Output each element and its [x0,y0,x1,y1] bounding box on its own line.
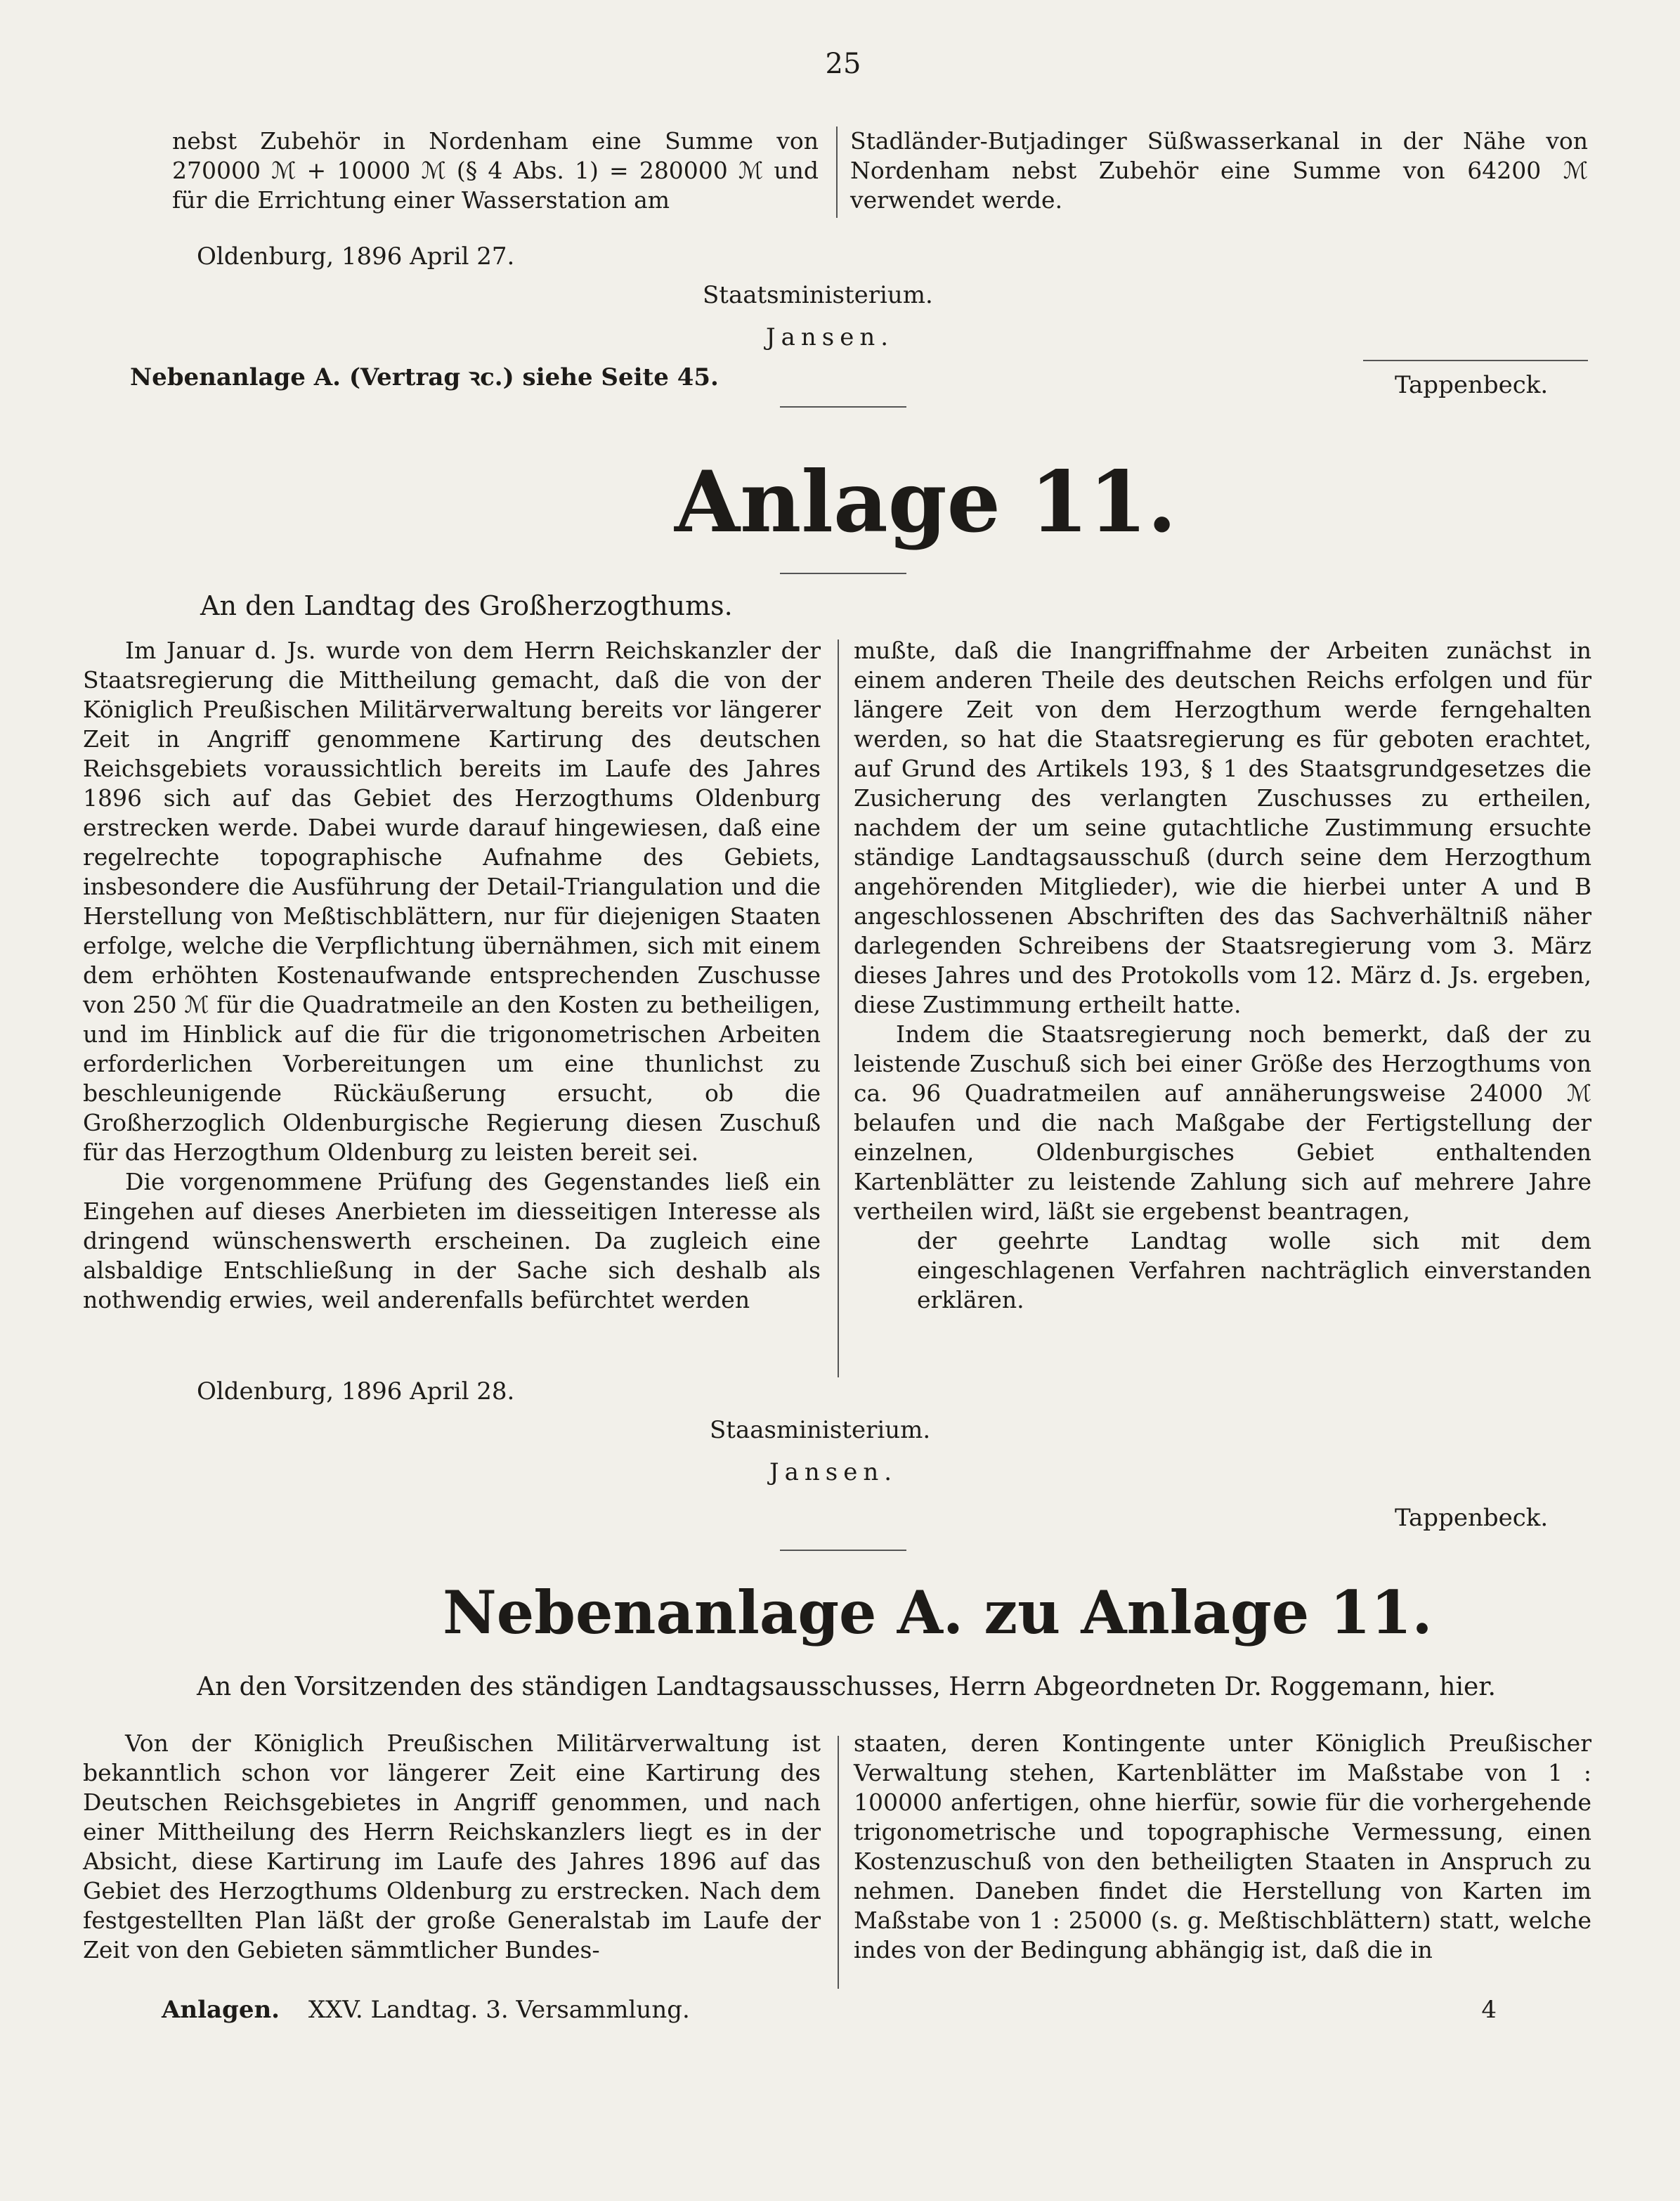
top-left-text: nebst Zubehör in Nordenham eine Summe von 270000 ℳ + 10000 ℳ (§ 4 Abs. 1) = 280000 ℳ und für die Errichtung einer Wasserstation am [172,127,819,214]
anlage-right-paragraph-3: der geehrte Landtag wolle sich mit dem eingeschlagenen Verfahren nachträglich einverstanden erklären. [917,1227,1591,1313]
top-column-divider [836,126,838,218]
nebenanlage-right-text: staaten, deren Kontingente unter Königlich Preußischer Verwaltung stehen, Kartenblätter im Maßstabe von 1 : 100000 anfertigen, ohne hierfür, sowie für die vorhergehende trigonometrische und topographische Vermessung, einen Kostenzuschuß von den betheiligten Staaten in Anspruch zu nehmen. Daneben findet die Herstellung von Karten im Maßstabe von 1 : 25000 (s. g. Meßtischblättern) statt, welche indes von der Bedingung abhängig ist, daß die in [854,1729,1591,1963]
footer-label: Anlagen. [162,1996,280,2024]
second-signer-tappenbeck: Tappenbeck. [1395,1504,1549,1532]
first-date: Oldenburg, 1896 April 27. [197,242,515,271]
first-signer-jansen: Jansen. [766,323,894,351]
footer [162,1996,1497,2024]
anlage-right-paragraph-2: Indem die Staatsregierung noch bemerkt, daß der zu leistende Zuschuß sich bei einer Größe des Herzogthums von ca. 96 Quadratmeilen auf annäherungsweise 24000 ℳ belaufen und die nach Maßgabe der Fertigstellung der einzelnen, Oldenburgisches Gebiet enthaltenden Kartenblätter zu leistende Zahlung sich auf mehrere Jahre vertheilen wird, läßt sie ergebenst beantragen, [854,1020,1591,1225]
top-right-text: Stadländer-Butjadinger Süßwasserkanal in der Nähe von Nordenham nebst Zubehör eine Summe von 64200 ℳ verwendet werde. [850,127,1588,214]
anlage-addressee: An den Landtag des Großherzogthums. [200,590,733,621]
anlage-title: Anlage 11. [675,453,1177,552]
anlage-left-paragraph-1: Im Januar d. Js. wurde von dem Herrn Reichskanzler der Staatsregierung die Mittheilung gemacht, daß die von der Königlich Preußischen Militärverwaltung bereits vor längerer Zeit in Angriff genommene Kartirung des deutschen Reichsgebiets voraussichtlich bereits im Laufe des Jahres 1896 sich auf das Gebiet des Herzogthums Oldenburg erstrecken werde. Dabei wurde darauf hingewiesen, daß eine regelrechte topographische Aufnahme des Gebiets, insbesondere die Ausführung der Detail-Triangulation und die Herstellung von Meßtischblättern, nur für diejenigen Staaten erfolge, welche die Verpflichtung übernähmen, sich mit einem dem erhöhten Kostenaufwande entsprechenden Zuschusse von 250 ℳ für die Quadratmeile an den Kosten zu betheiligen, und im Hinblick auf die für die trigonometrischen Arbeiten erforderlichen Vorbereitungen um eine thunlichst zu beschleunigende Rückäußerung ersucht, ob die Großherzoglich Oldenburgische Regierung diesen Zuschuß für das Herzogthum Oldenburg zu leisten bereit sei. [83,637,821,1166]
nebenanlage-left-text: Von der Königlich Preußischen Militärverwaltung ist bekanntlich schon vor längerer Zeit eine Kartirung des Deutschen Reichsgebietes in Angriff genommen, und nach einer Mittheilung des Herrn Reichskanzlers liegt es in der Absicht, diese Kartirung im Laufe des Jahres 1896 auf das Gebiet des Herzogthums Oldenburg zu erstrecken. Nach dem festgestellten Plan läßt der große Generalstab im Laufe der Zeit von den Gebieten sämmtlicher Bundes- [83,1729,821,1963]
section-rule-middle [780,1550,906,1551]
anlage-left-paragraph-2: Die vorgenommene Prüfung des Gegenstandes ließ ein Eingehen auf dieses Anerbieten im diesseitigen Interesse als dringend wünschenswerth erscheinen. Da zugleich eine alsbaldige Entschließung in der Sache sich deshalb als nothwendig erwies, weil anderenfalls befürchtet werden [83,1168,821,1313]
section-rule-top [780,406,906,408]
nebenanlage-addressee: An den Vorsitzenden des ständigen Landtagsausschusses, Herrn Abgeordneten Dr. Roggemann, hier. [197,1673,1496,1701]
nebenanlage-title: Nebenanlage A. zu Anlage 11. [443,1578,1433,1647]
footer-number: 4 [1481,1996,1497,2024]
signature-rule [1363,360,1588,361]
first-signer-tappenbeck: Tappenbeck. [1395,371,1549,399]
first-ministry: Staatsministerium. [703,281,933,309]
second-ministry: Staasministerium. [710,1416,931,1444]
anlage-right-column [854,636,1591,1315]
nebenanlage-column-divider [838,1736,839,1989]
second-signer-jansen: Jansen. [769,1458,898,1486]
anlage-right-paragraph-1: mußte, daß die Inangriffnahme der Arbeiten zunächst in einem anderen Theile des deutschen Reichs erfolgen und für längere Zeit von dem Herzogthum werde ferngehalten werden, so hat die Staatsregierung es für geboten erachtet, auf Grund des Artikels 193, § 1 des Staatsgrundgesetzes die Zusicherung des verlangten Zuschusses zu ertheilen, nachdem der um seine gutachtliche Zustimmung ersuchte ständige Landtagsausschuß (durch seine dem Herzogthum angehörenden Mitglieder), wie die hierbei unter A und B angeschlossenen Abschriften des das Sachverhältniß näher darlegenden Schreibens der Staatsregierung vom 3. März dieses Jahres und des Protokolls vom 12. März d. Js. ergeben, diese Zustimmung ertheilt hatte. [854,637,1591,1018]
title-rule [780,573,906,574]
nebenanlage-reference: Nebenanlage A. (Vertrag ꝛc.) siehe Seite 45. [130,363,719,391]
anlage-left-column [83,636,821,1315]
second-date: Oldenburg, 1896 April 28. [197,1377,515,1405]
footer-text: XXV. Landtag. 3. Versammlung. [308,1996,690,2024]
page-number: 25 [825,48,861,80]
anlage-column-divider [838,639,839,1377]
